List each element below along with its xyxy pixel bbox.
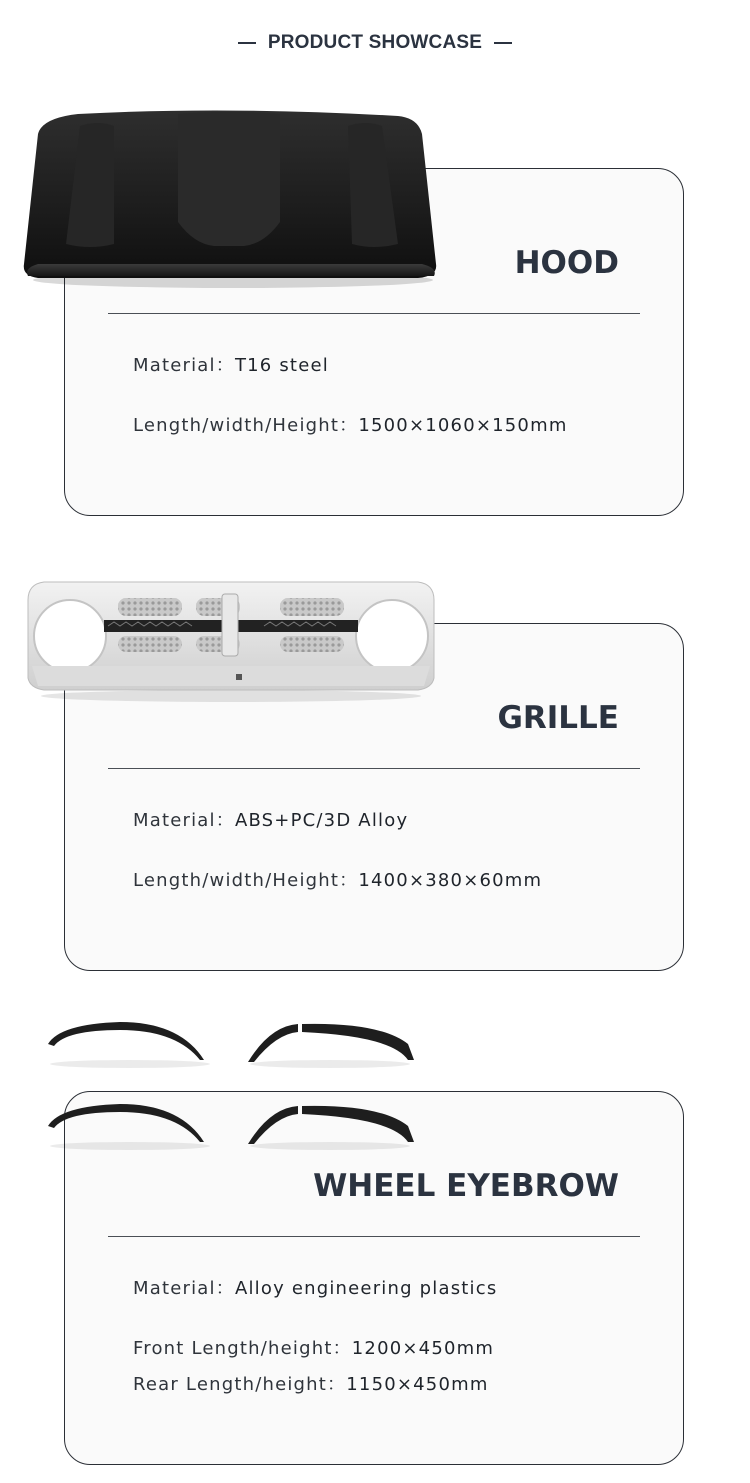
spec-value: 1200×450mm (351, 1338, 495, 1359)
spec-rear-dimensions (133, 1370, 489, 1396)
spec-value: 1400×380×60mm (358, 870, 543, 891)
spec-label: Length/width/Height： (133, 870, 359, 891)
header-title: PRODUCT SHOWCASE (267, 32, 483, 53)
grille-image (24, 570, 438, 710)
spec-value: T16 steel (234, 355, 329, 376)
card-divider (108, 1236, 640, 1237)
card-divider (108, 313, 640, 314)
spec-label: Material： (133, 1278, 235, 1299)
spec-value: 1500×1060×150mm (358, 415, 568, 436)
spec-dimensions (133, 866, 542, 892)
wheel-eyebrow-image (40, 1012, 430, 1152)
product-title-wheel-eyebrow: WHEEL EYEBROW (313, 1168, 619, 1204)
spec-value: ABS+PC/3D Alloy (234, 810, 409, 831)
spec-label: Material： (133, 355, 235, 376)
header-dash-left (238, 42, 256, 44)
product-title-hood: HOOD (514, 245, 619, 281)
spec-value: 1150×450mm (346, 1374, 489, 1395)
spec-label: Length/width/Height： (133, 415, 359, 436)
spec-dimensions (133, 411, 568, 437)
spec-label: Rear Length/height： (133, 1374, 347, 1395)
spec-label: Front Length/height： (133, 1338, 352, 1359)
product-title-grille: GRILLE (497, 700, 619, 736)
spec-material (133, 1274, 497, 1300)
hood-image (18, 104, 448, 294)
spec-material (133, 351, 329, 377)
spec-value: Alloy engineering plastics (234, 1278, 498, 1299)
spec-material (133, 806, 408, 832)
spec-label: Material： (133, 810, 235, 831)
card-divider (108, 768, 640, 769)
section-header (0, 32, 750, 54)
spec-front-dimensions (133, 1334, 494, 1360)
header-dash-right (494, 42, 512, 44)
